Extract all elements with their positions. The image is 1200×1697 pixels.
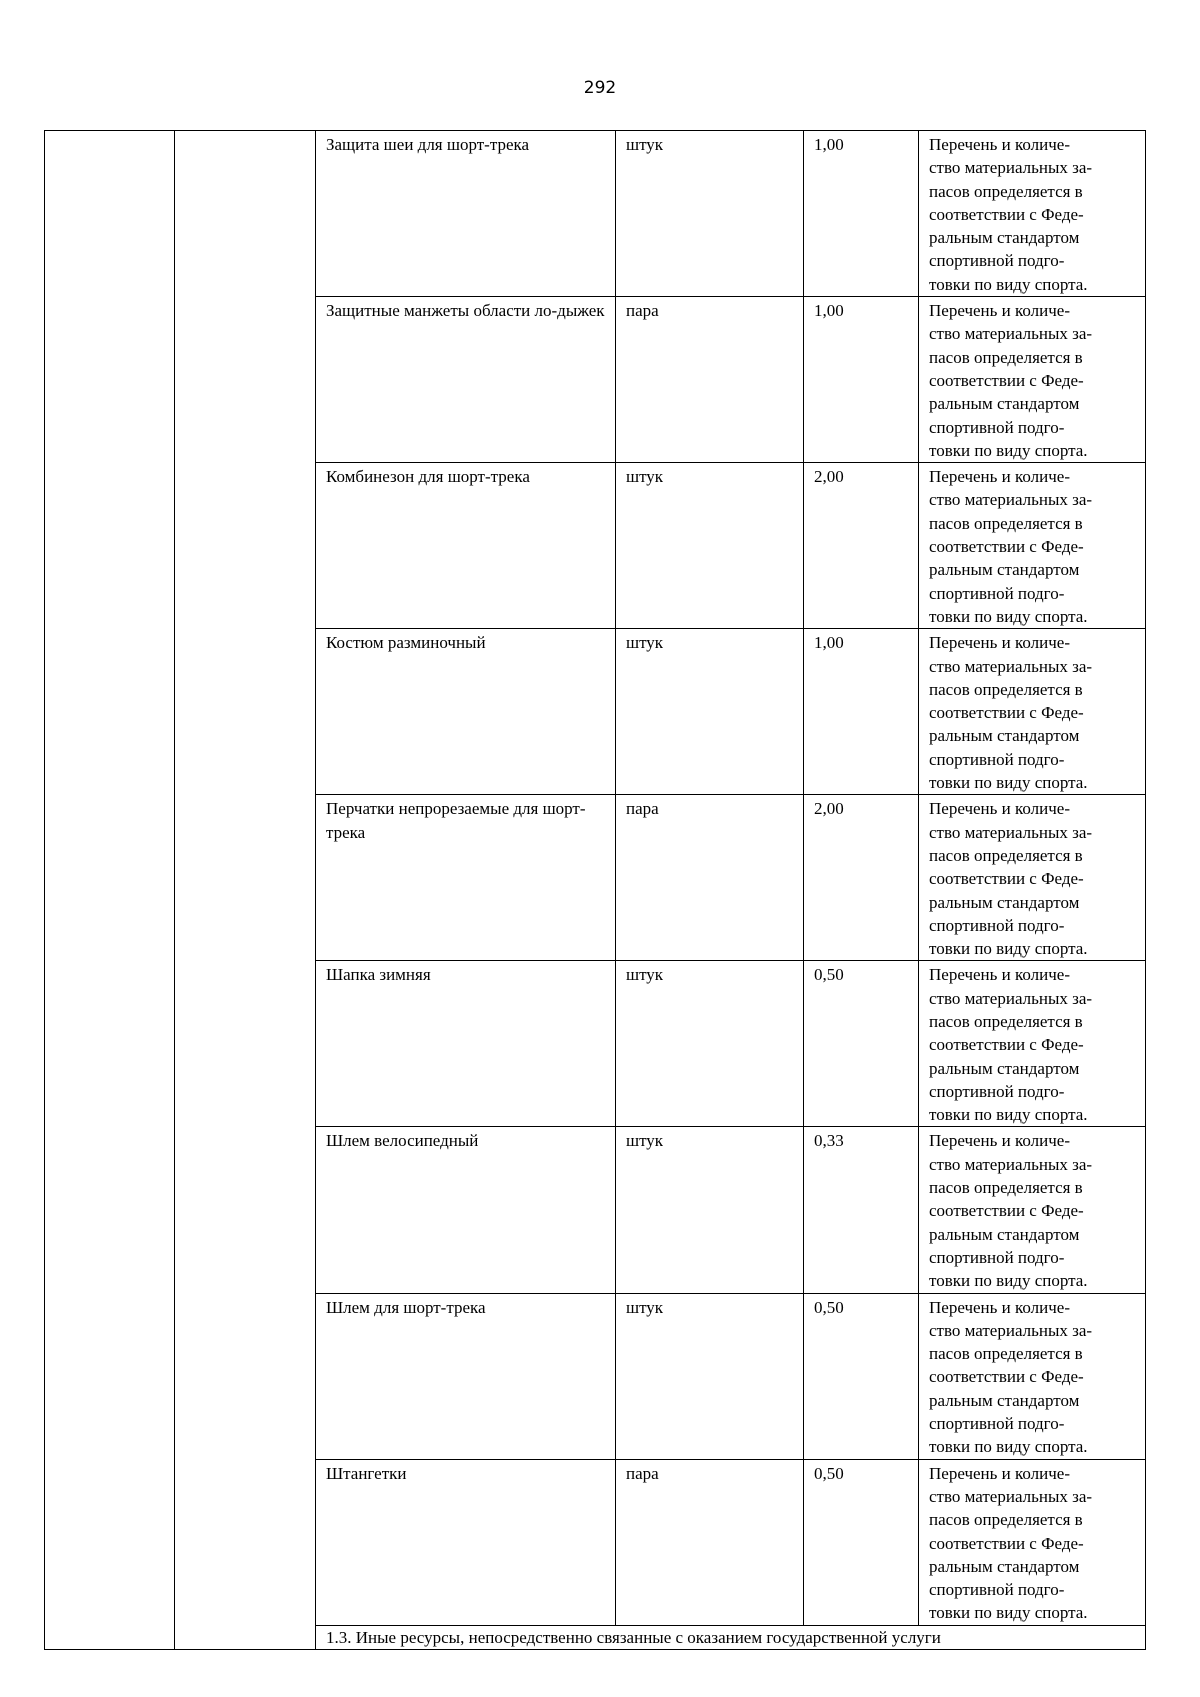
note-cell [919, 795, 1146, 961]
resources-table [44, 130, 1146, 1650]
unit-cell: штук [616, 961, 804, 1127]
merged-col-2 [175, 131, 316, 1650]
note-line: Перечень и количе- [929, 135, 1070, 154]
note-line: соответствии с Феде- [929, 1035, 1084, 1055]
note-line: спортивной подго- [929, 1580, 1065, 1600]
quantity-cell: 0,33 [804, 1127, 919, 1293]
note-cell [919, 1127, 1146, 1293]
note-line: ральным стандартом [929, 560, 1080, 580]
note-line: товки по виду спорта. [929, 1271, 1088, 1291]
note-line: соответствии с Феде- [929, 703, 1084, 723]
quantity-cell: 1,00 [804, 297, 919, 463]
note-cell [919, 1459, 1146, 1625]
note-line: товки по виду спорта. [929, 1437, 1088, 1457]
note-line: соответствии с Феде- [929, 1533, 1084, 1553]
note-line: пасов определяется в [929, 1178, 1083, 1198]
note-line: спортивной подго- [929, 1081, 1065, 1101]
note-line: пасов определяется в [929, 1344, 1083, 1364]
note-line: Перечень и количе- [929, 799, 1070, 819]
item-name-cell: Шлем для шорт-трека [316, 1293, 616, 1459]
table-row [45, 131, 1146, 297]
note-line: ральным стандартом [929, 892, 1080, 912]
note-line: Перечень и количе- [929, 633, 1070, 653]
note-line: ральным стандартом [929, 228, 1080, 248]
note-line: товки по виду спорта. [929, 274, 1088, 294]
note-line: товки по виду спорта. [929, 440, 1088, 460]
note-line: пасов определяется в [929, 1510, 1083, 1530]
note-line: ство материальных за- [929, 1320, 1093, 1340]
note-line: Перечень и количе- [929, 467, 1070, 487]
note-line: спортивной подго- [929, 749, 1065, 769]
note-line: ральным стандартом [929, 726, 1080, 746]
note-line: товки по виду спорта. [929, 606, 1088, 626]
note-line: пасов определяется в [929, 679, 1083, 699]
note-line: товки по виду спорта. [929, 1105, 1088, 1125]
note-line: ство материальных за- [929, 324, 1093, 344]
note-line: товки по виду спорта. [929, 773, 1088, 793]
quantity-cell: 0,50 [804, 961, 919, 1127]
note-line: ральным стандартом [929, 1390, 1080, 1410]
note-line: ство материальных за- [929, 490, 1093, 510]
unit-cell: штук [616, 629, 804, 795]
item-name-cell: Защитные манжеты области ло-дыжек [316, 297, 616, 463]
note-cell [919, 297, 1146, 463]
note-line: спортивной подго- [929, 915, 1065, 935]
note-line: пасов определяется в [929, 1011, 1083, 1031]
note-line: ство материальных за- [929, 656, 1093, 676]
note-line: товки по виду спорта. [929, 939, 1088, 959]
unit-cell: пара [616, 297, 804, 463]
note-line: соответствии с Феде- [929, 869, 1084, 889]
note-line: соответствии с Феде- [929, 204, 1084, 224]
quantity-cell: 0,50 [804, 1459, 919, 1625]
item-name-cell: Костюм разминочный [316, 629, 616, 795]
item-name-cell: Шапка зимняя [316, 961, 616, 1127]
quantity-cell: 0,50 [804, 1293, 919, 1459]
note-line: соответствии с Феде- [929, 370, 1084, 390]
note-line: пасов определяется в [929, 181, 1083, 201]
note-line: соответствии с Феде- [929, 1367, 1084, 1387]
unit-cell: штук [616, 1293, 804, 1459]
note-line: ральным стандартом [929, 1224, 1080, 1244]
note-cell [919, 1293, 1146, 1459]
note-cell [919, 961, 1146, 1127]
note-line: пасов определяется в [929, 513, 1083, 533]
unit-cell: штук [616, 131, 804, 297]
note-line: спортивной подго- [929, 417, 1065, 437]
table-body [45, 131, 1146, 1650]
page-number: 292 [583, 78, 617, 98]
note-line: ство материальных за- [929, 988, 1093, 1008]
note-line: ство материальных за- [929, 1486, 1093, 1506]
note-cell [919, 463, 1146, 629]
item-name-cell: Шлем велосипедный [316, 1127, 616, 1293]
note-line: спортивной подго- [929, 251, 1065, 271]
note-cell [919, 629, 1146, 795]
note-line: Перечень и количе- [929, 1463, 1070, 1483]
unit-cell: штук [616, 1127, 804, 1293]
note-line: ство материальных за- [929, 158, 1093, 178]
item-name-cell: Защита шеи для шорт-трека [316, 131, 616, 297]
note-line: спортивной подго- [929, 583, 1065, 603]
note-line: пасов определяется в [929, 347, 1083, 367]
note-line: спортивной подго- [929, 1247, 1065, 1267]
quantity-cell: 2,00 [804, 795, 919, 961]
note-line: Перечень и количе- [929, 1131, 1070, 1151]
note-line: ство материальных за- [929, 1154, 1093, 1174]
note-line: Перечень и количе- [929, 301, 1070, 321]
note-line: Перечень и количе- [929, 965, 1070, 985]
quantity-cell: 1,00 [804, 131, 919, 297]
merged-col-1 [45, 131, 175, 1650]
note-line: товки по виду спорта. [929, 1603, 1088, 1623]
note-line: пасов определяется в [929, 845, 1083, 865]
item-name-cell: Комбинезон для шорт-трека [316, 463, 616, 629]
note-line: ральным стандартом [929, 1058, 1080, 1078]
item-name-cell: Перчатки непрорезаемые для шорт-трека [316, 795, 616, 961]
note-line: соответствии с Феде- [929, 1201, 1084, 1221]
note-cell [919, 131, 1146, 297]
note-line: ство материальных за- [929, 822, 1093, 842]
note-line: ральным стандартом [929, 394, 1080, 414]
note-line: Перечень и количе- [929, 1297, 1070, 1317]
note-line: ральным стандартом [929, 1556, 1080, 1576]
unit-cell: пара [616, 1459, 804, 1625]
quantity-cell: 1,00 [804, 629, 919, 795]
quantity-cell: 2,00 [804, 463, 919, 629]
section-heading: 1.3. Иные ресурсы, непосредственно связанные с оказанием государственной услуги [316, 1625, 1146, 1649]
note-line: соответствии с Феде- [929, 537, 1084, 557]
item-name-cell: Штангетки [316, 1459, 616, 1625]
note-line: спортивной подго- [929, 1414, 1065, 1434]
unit-cell: пара [616, 795, 804, 961]
unit-cell: штук [616, 463, 804, 629]
